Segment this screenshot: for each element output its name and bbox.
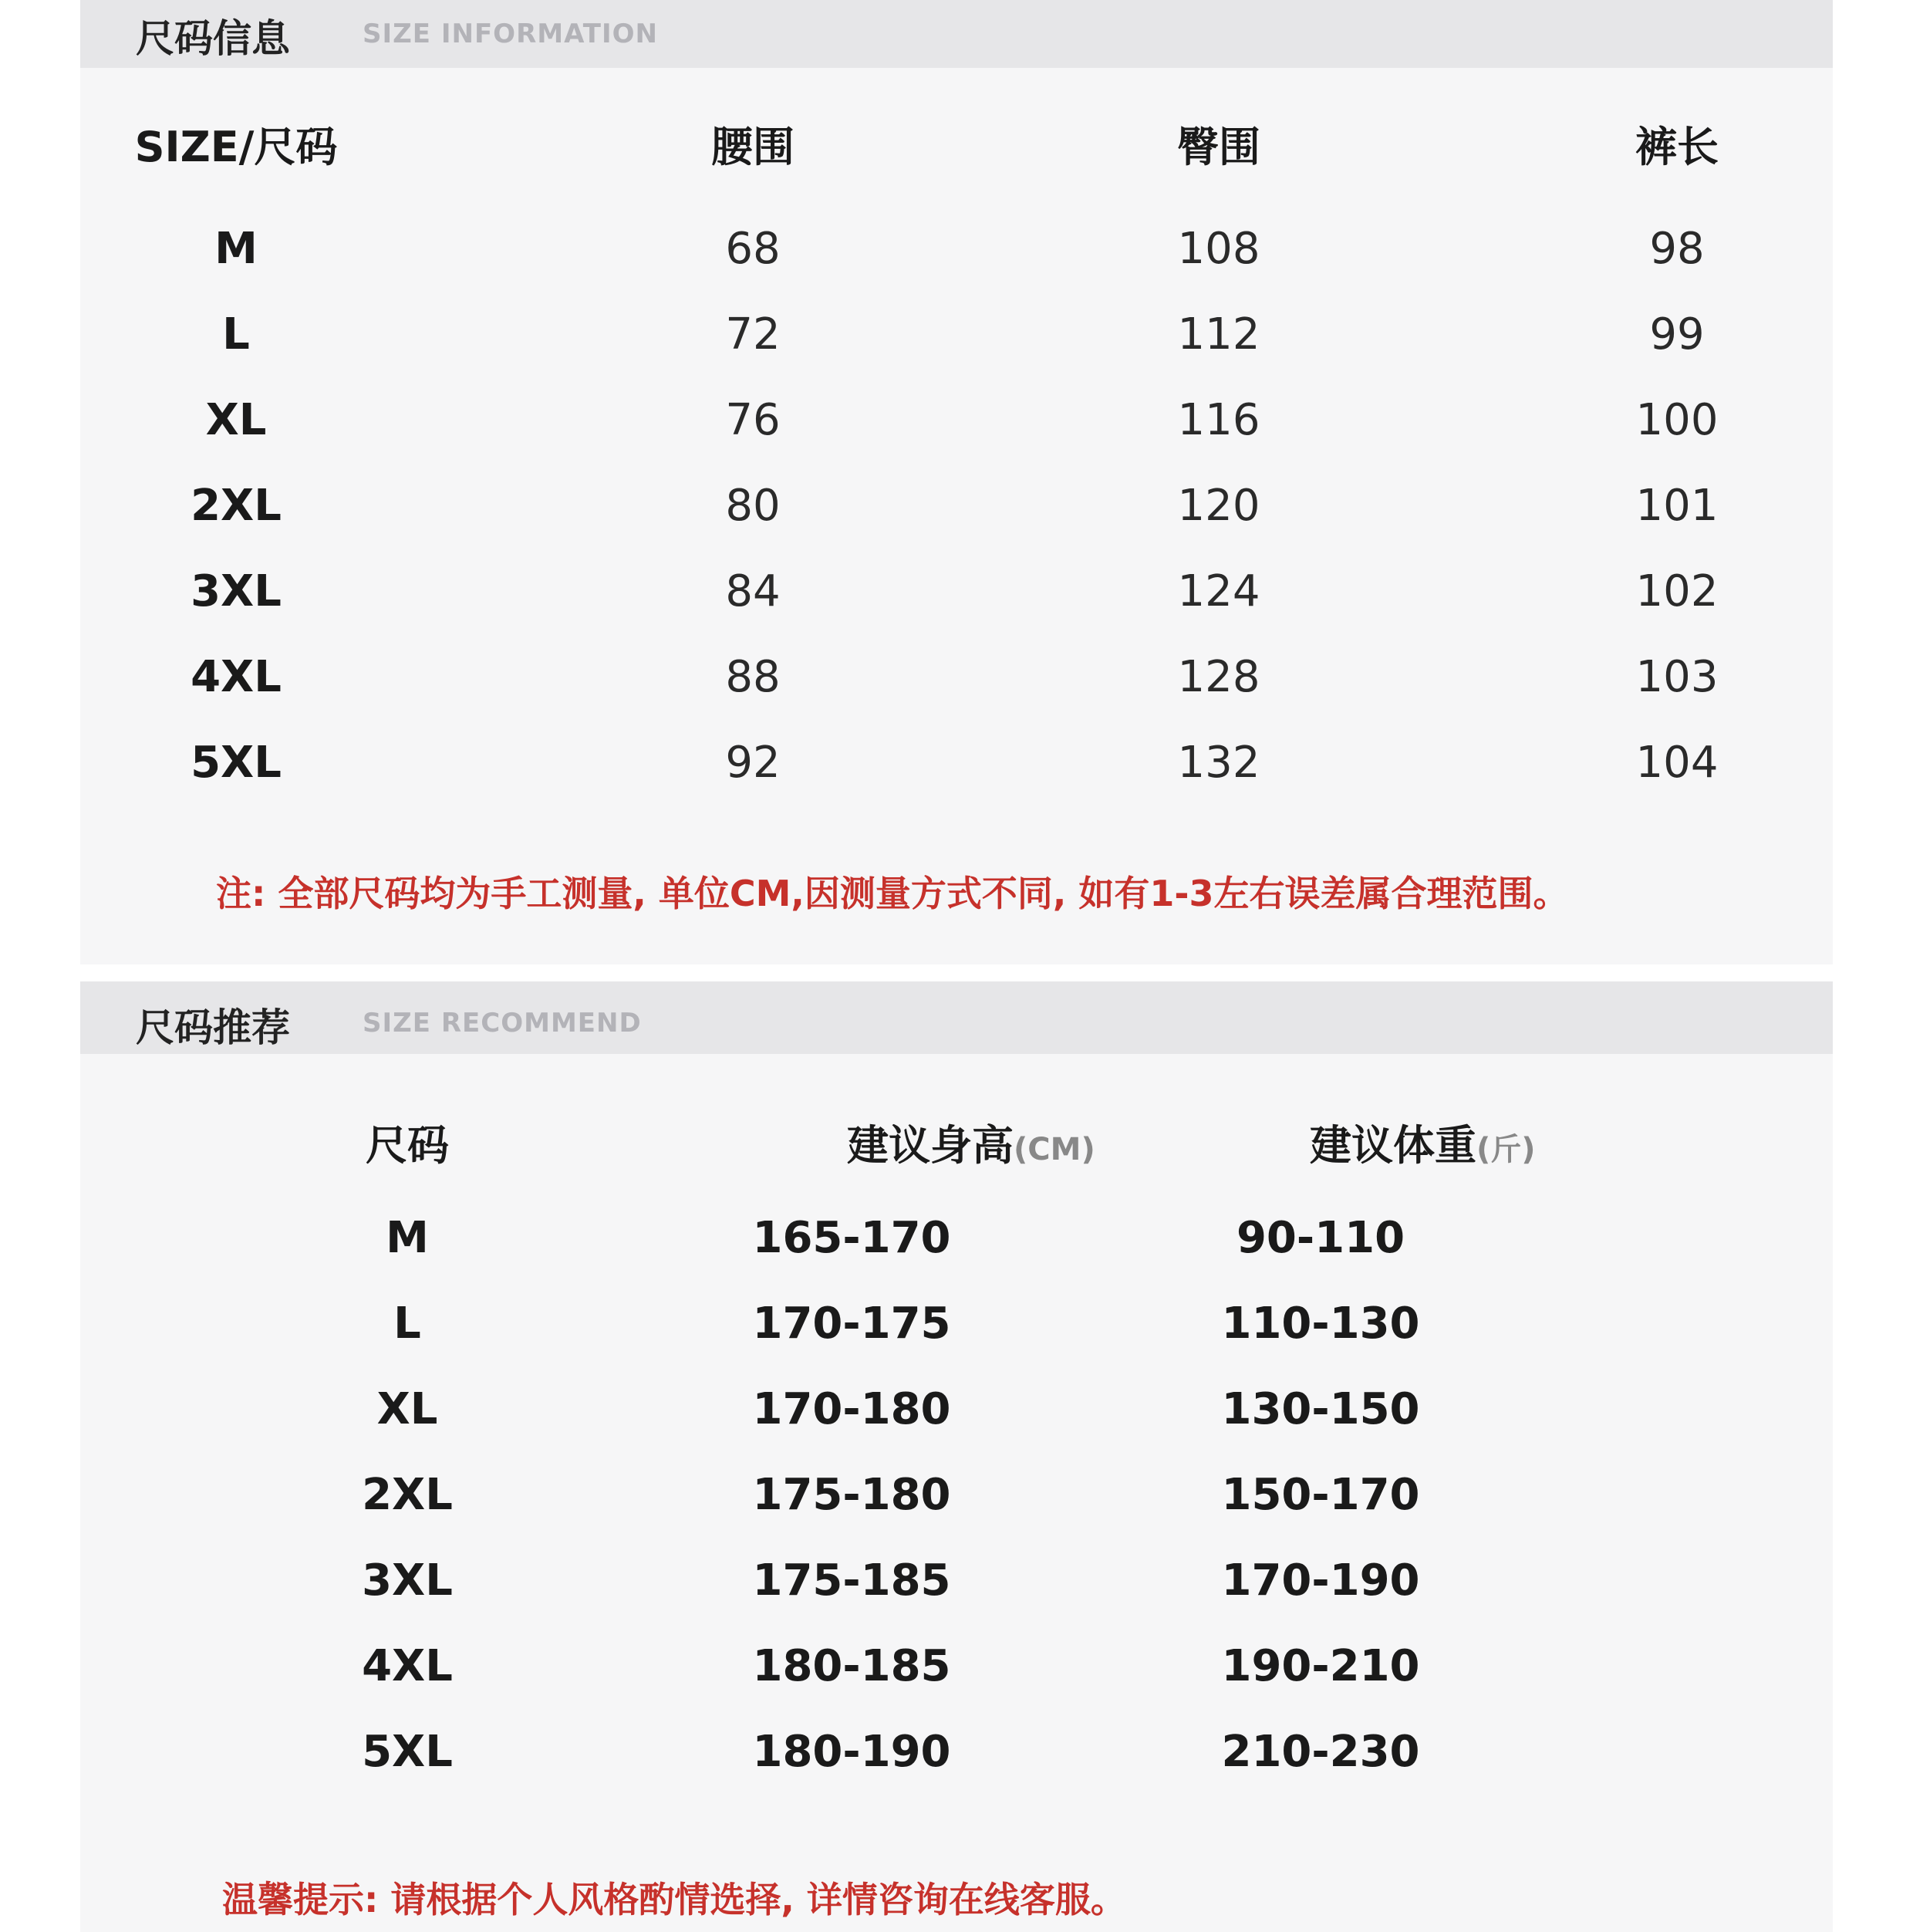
info-value-cell: 98	[1649, 224, 1705, 274]
recommend-size-label: M	[386, 1213, 429, 1263]
recommend-value-cell: 180-190	[752, 1727, 951, 1777]
size-recommend-subtitle: SIZE RECOMMEND	[363, 1008, 642, 1039]
recommend-value-cell: 190-210	[1221, 1641, 1420, 1691]
recommend-size-label: 2XL	[362, 1470, 453, 1520]
recommend-size-label: 4XL	[362, 1641, 453, 1691]
recommend-value-cell: 175-180	[752, 1470, 951, 1520]
recommend-header-label: 建议身高	[847, 1121, 1014, 1170]
recommend-value-cell: 150-170	[1221, 1470, 1420, 1520]
recommend-value-cell: 175-185	[752, 1555, 951, 1606]
info-size-label: 5XL	[191, 738, 282, 788]
info-value-cell: 88	[725, 652, 781, 702]
recommend-value-cell: 130-150	[1221, 1384, 1420, 1434]
info-value-cell: 101	[1635, 481, 1719, 531]
info-value-cell: 132	[1177, 738, 1260, 788]
info-value-cell: 76	[725, 395, 781, 445]
info-value-cell: 104	[1635, 738, 1719, 788]
info-value-cell: 103	[1635, 652, 1719, 702]
recommend-size-label: XL	[376, 1384, 438, 1434]
info-size-label: 2XL	[191, 481, 282, 531]
recommend-value-cell: 170-180	[752, 1384, 951, 1434]
size-recommend-header	[80, 981, 1833, 1054]
info-value-cell: 112	[1177, 309, 1260, 360]
info-value-cell: 72	[725, 309, 781, 360]
measurement-note: 注: 全部尺码均为手工测量, 单位CM,因测量方式不同, 如有1-3左右误差属合理范围。	[216, 873, 1569, 914]
info-size-label: XL	[205, 395, 267, 445]
info-value-cell: 92	[725, 738, 781, 788]
info-value-cell: 68	[725, 224, 781, 274]
recommend-header-unit: (斤)	[1476, 1132, 1536, 1167]
recommend-header-unit: (CM)	[1014, 1132, 1095, 1167]
info-value-cell: 108	[1177, 224, 1260, 274]
recommend-header-cell	[847, 1113, 1095, 1172]
info-value-cell: 120	[1177, 481, 1260, 531]
info-size-label: L	[222, 309, 250, 360]
info-value-cell: 80	[725, 481, 781, 531]
size-recommend-panel	[80, 981, 1833, 1932]
size-information-panel	[80, 0, 1833, 964]
info-value-cell: 124	[1177, 566, 1260, 616]
recommend-value-cell: 170-175	[752, 1299, 951, 1349]
warm-tip: 温馨提示: 请根据个人风格酌情选择, 详情咨询在线客服。	[222, 1879, 1126, 1920]
recommend-header-cell	[1310, 1113, 1536, 1172]
recommend-header-label: 建议体重	[1310, 1121, 1476, 1170]
recommend-value-cell: 180-185	[752, 1641, 951, 1691]
recommend-size-label: L	[393, 1299, 421, 1349]
recommend-value-cell: 170-190	[1221, 1555, 1420, 1606]
size-recommend-title: 尺码推荐	[136, 1005, 290, 1050]
info-size-label: 4XL	[191, 652, 282, 702]
recommend-value-cell: 90-110	[1236, 1213, 1405, 1263]
size-information-header	[80, 0, 1833, 68]
info-header-cell: 臀围	[1177, 123, 1260, 171]
info-value-cell: 84	[725, 566, 781, 616]
info-header-cell: SIZE/尺码	[134, 123, 338, 171]
recommend-value-cell: 210-230	[1221, 1727, 1420, 1777]
info-value-cell: 102	[1635, 566, 1719, 616]
info-value-cell: 116	[1177, 395, 1260, 445]
info-value-cell: 128	[1177, 652, 1260, 702]
recommend-size-label: 3XL	[362, 1555, 453, 1606]
info-size-label: 3XL	[191, 566, 282, 616]
info-value-cell: 99	[1649, 309, 1705, 360]
info-header-cell: 腰围	[711, 123, 795, 171]
recommend-header-cell	[366, 1113, 449, 1172]
info-size-label: M	[214, 224, 258, 274]
info-header-cell: 裤长	[1635, 123, 1719, 171]
recommend-value-cell: 110-130	[1221, 1299, 1420, 1349]
recommend-header-label: 尺码	[366, 1121, 449, 1170]
info-value-cell: 100	[1635, 395, 1719, 445]
size-information-subtitle: SIZE INFORMATION	[363, 19, 658, 49]
recommend-value-cell: 165-170	[752, 1213, 951, 1263]
size-information-title: 尺码信息	[136, 16, 290, 61]
recommend-size-label: 5XL	[362, 1727, 453, 1777]
